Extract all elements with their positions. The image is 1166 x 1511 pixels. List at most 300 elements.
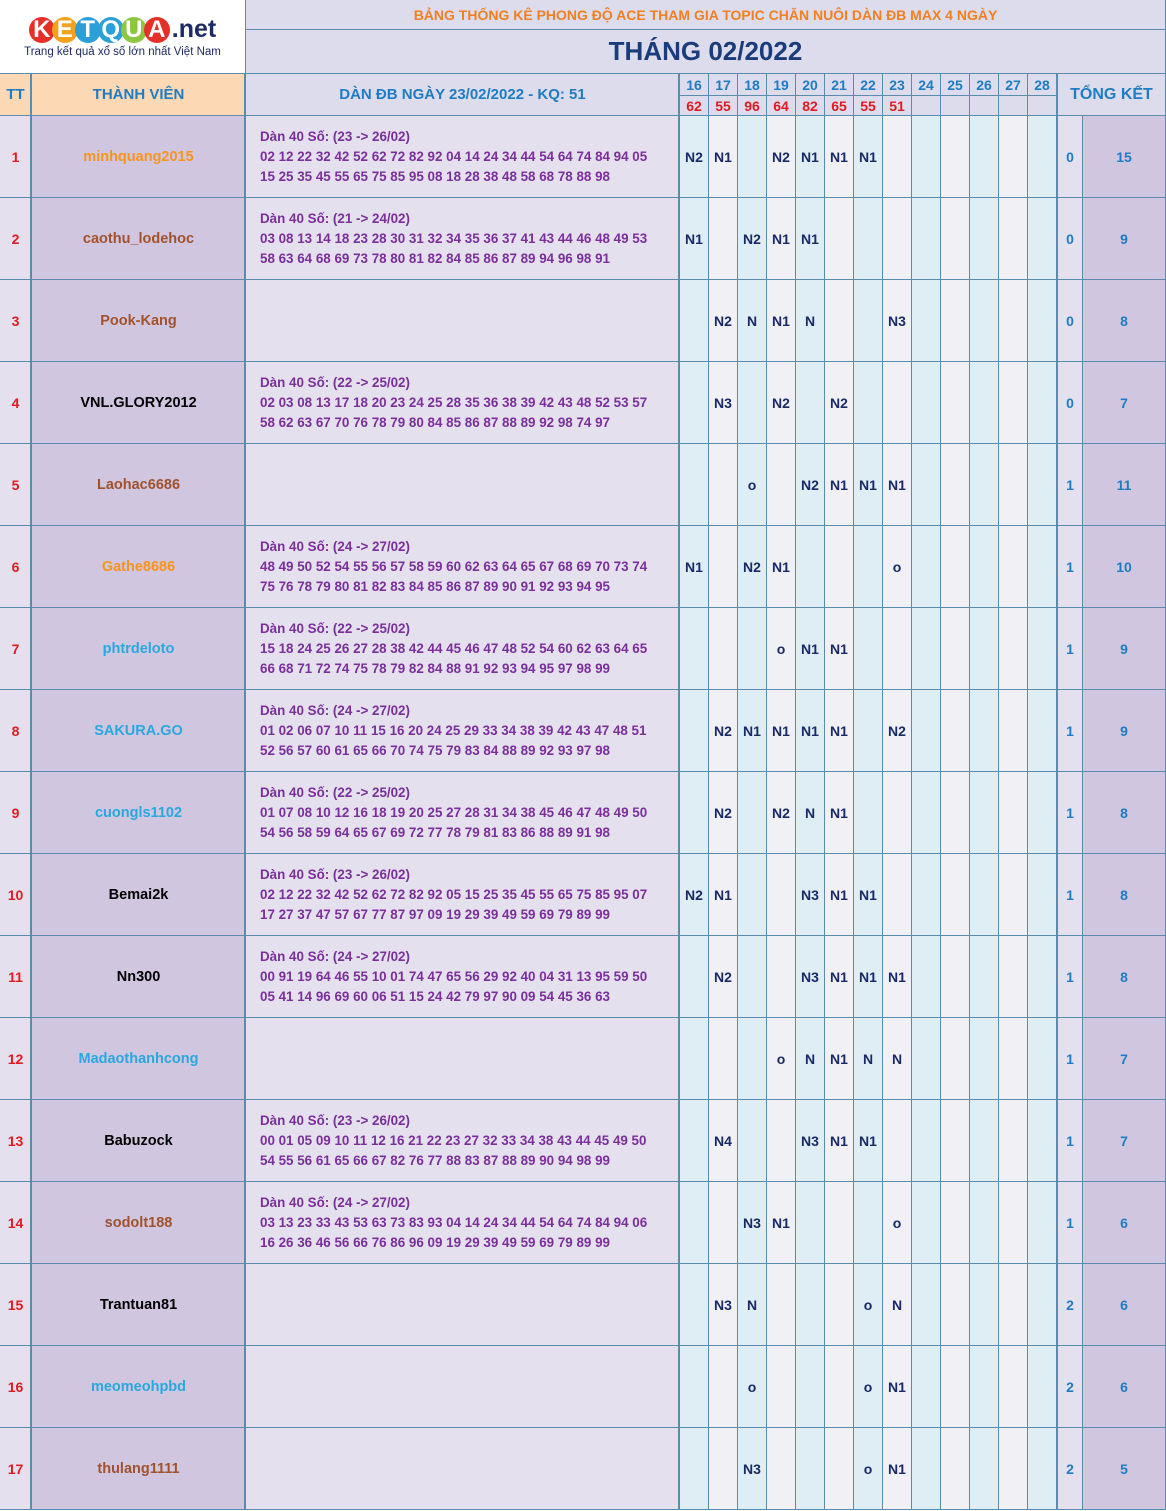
day-mark — [680, 280, 709, 362]
dan-numbers: 58 63 64 68 69 73 78 80 81 82 84 85 86 87 89 94 96 98 91 — [260, 250, 610, 266]
day-mark: N1 — [883, 444, 912, 526]
day-mark — [912, 608, 941, 690]
dan-numbers: 15 18 24 25 26 27 28 38 42 44 45 46 47 48 52 54 60 62 63 64 65 — [260, 640, 648, 656]
day-mark — [709, 1018, 738, 1100]
day-mark — [941, 1264, 970, 1346]
row-tt: 17 — [0, 1428, 32, 1510]
day-mark — [680, 1100, 709, 1182]
day-mark — [970, 854, 999, 936]
row-tt: 16 — [0, 1346, 32, 1428]
col-header-member: THÀNH VIÊN — [32, 74, 246, 116]
day-result — [1028, 96, 1057, 116]
day-result: 65 — [825, 96, 854, 116]
day-mark: N3 — [738, 1182, 767, 1264]
dan-numbers: 01 02 06 07 10 11 15 16 20 24 25 29 33 34 38 39 42 43 47 48 51 — [260, 722, 647, 738]
day-mark: N1 — [709, 116, 738, 198]
day-mark: N1 — [854, 936, 883, 1018]
day-mark: o — [883, 526, 912, 608]
day-mark — [970, 526, 999, 608]
day-mark: N2 — [709, 690, 738, 772]
day-mark: N1 — [883, 936, 912, 1018]
logo-letter: E — [52, 17, 78, 43]
col-header-tt: TT — [0, 74, 32, 116]
day-mark — [941, 608, 970, 690]
month-title: THÁNG 02/2022 — [246, 30, 1166, 74]
row-tt: 6 — [0, 526, 32, 608]
day-mark: N1 — [680, 198, 709, 280]
day-result — [912, 96, 941, 116]
dan-heading: Dàn 40 Số: (23 -> 26/02) — [260, 866, 410, 882]
member-dan — [246, 936, 680, 1018]
member-name: Nn300 — [32, 936, 246, 1018]
day-mark — [941, 362, 970, 444]
day-mark — [999, 280, 1028, 362]
day-header: 22 — [854, 74, 883, 96]
day-mark — [941, 444, 970, 526]
day-mark: N2 — [738, 526, 767, 608]
day-mark: N — [883, 1018, 912, 1100]
day-mark — [970, 362, 999, 444]
day-mark — [854, 526, 883, 608]
day-mark — [999, 1264, 1028, 1346]
day-mark: o — [854, 1346, 883, 1428]
member-name: cuongls1102 — [32, 772, 246, 854]
member-name: phtrdeloto — [32, 608, 246, 690]
day-mark: N1 — [854, 116, 883, 198]
total-misses: 0 — [1058, 280, 1083, 362]
day-mark — [1028, 936, 1057, 1018]
day-mark — [912, 1182, 941, 1264]
dan-numbers: 54 55 56 61 65 66 67 82 76 77 88 83 87 88 89 90 94 98 99 — [260, 1152, 610, 1168]
day-mark: N2 — [709, 772, 738, 854]
day-mark — [999, 936, 1028, 1018]
day-mark — [680, 362, 709, 444]
day-header: 27 — [999, 74, 1028, 96]
table-title: BẢNG THỐNG KÊ PHONG ĐỘ ACE THAM GIA TOPIC CHĂN NUÔI DÀN ĐB MAX 4 NGÀY — [246, 0, 1166, 30]
logo-suffix: .net — [171, 15, 217, 43]
day-header: 21 — [825, 74, 854, 96]
dan-numbers: 17 27 37 47 57 67 77 87 97 09 19 29 39 49 59 69 79 89 99 — [260, 906, 610, 922]
day-mark — [738, 936, 767, 1018]
row-tt: 8 — [0, 690, 32, 772]
day-mark — [854, 198, 883, 280]
day-mark — [854, 690, 883, 772]
day-mark: o — [883, 1182, 912, 1264]
day-mark — [1028, 1346, 1057, 1428]
day-mark: N2 — [738, 198, 767, 280]
col-header-dan: DÀN ĐB NGÀY 23/02/2022 - KQ: 51 — [246, 74, 680, 116]
day-mark: N2 — [825, 362, 854, 444]
member-name: VNL.GLORY2012 — [32, 362, 246, 444]
total-misses: 2 — [1058, 1264, 1083, 1346]
day-header: 20 — [796, 74, 825, 96]
day-mark — [709, 608, 738, 690]
total-misses: 1 — [1058, 526, 1083, 608]
dan-numbers: 66 68 71 72 74 75 78 79 82 84 88 91 92 93 94 95 97 98 99 — [260, 660, 610, 676]
day-mark: N2 — [767, 116, 796, 198]
dan-numbers: 05 41 14 96 69 60 06 51 15 24 42 79 97 90 09 54 45 36 63 — [260, 988, 610, 1004]
day-mark — [912, 198, 941, 280]
row-tt: 5 — [0, 444, 32, 526]
day-mark — [941, 280, 970, 362]
day-mark: N1 — [825, 690, 854, 772]
day-mark — [970, 936, 999, 1018]
day-mark — [738, 362, 767, 444]
day-mark: N2 — [796, 444, 825, 526]
dan-heading: Dàn 40 Số: (24 -> 27/02) — [260, 702, 410, 718]
dan-numbers: 03 08 13 14 18 23 28 30 31 32 34 35 36 37 41 43 44 46 48 49 53 — [260, 230, 648, 246]
day-mark: N1 — [825, 936, 854, 1018]
day-result — [999, 96, 1028, 116]
day-result: 82 — [796, 96, 825, 116]
day-mark — [883, 116, 912, 198]
logo-wordmark — [29, 15, 216, 44]
day-mark — [1028, 1182, 1057, 1264]
day-mark: N3 — [709, 1264, 738, 1346]
row-tt: 9 — [0, 772, 32, 854]
day-mark: N1 — [825, 854, 854, 936]
day-mark — [912, 936, 941, 1018]
row-tt: 4 — [0, 362, 32, 444]
day-mark — [912, 362, 941, 444]
day-mark: N1 — [825, 608, 854, 690]
day-mark: N1 — [854, 444, 883, 526]
day-header: 19 — [767, 74, 796, 96]
day-mark: N1 — [709, 854, 738, 936]
day-mark — [1028, 444, 1057, 526]
day-mark — [854, 1182, 883, 1264]
day-mark — [680, 1346, 709, 1428]
member-name: Madaothanhcong — [32, 1018, 246, 1100]
day-mark — [912, 690, 941, 772]
day-mark: N2 — [680, 116, 709, 198]
day-mark — [883, 1100, 912, 1182]
day-mark — [796, 1428, 825, 1510]
day-mark — [1028, 1428, 1057, 1510]
total-score: 8 — [1083, 280, 1166, 362]
day-mark — [1028, 362, 1057, 444]
member-name: sodolt188 — [32, 1182, 246, 1264]
day-mark: N1 — [883, 1428, 912, 1510]
day-mark — [883, 198, 912, 280]
total-score: 8 — [1083, 772, 1166, 854]
day-mark: o — [738, 1346, 767, 1428]
total-score: 5 — [1083, 1428, 1166, 1510]
day-mark: N — [796, 772, 825, 854]
day-mark — [883, 362, 912, 444]
member-dan — [246, 526, 680, 608]
day-mark: N3 — [796, 854, 825, 936]
day-mark — [883, 608, 912, 690]
day-mark — [999, 198, 1028, 280]
day-header: 28 — [1028, 74, 1057, 96]
day-mark — [854, 772, 883, 854]
member-name: minhquang2015 — [32, 116, 246, 198]
day-mark — [999, 690, 1028, 772]
day-mark — [767, 936, 796, 1018]
total-misses: 1 — [1058, 854, 1083, 936]
day-mark — [941, 690, 970, 772]
day-mark: N1 — [738, 690, 767, 772]
total-misses: 1 — [1058, 1100, 1083, 1182]
day-mark — [941, 1018, 970, 1100]
total-misses: 2 — [1058, 1428, 1083, 1510]
day-header: 25 — [941, 74, 970, 96]
day-mark: N1 — [854, 854, 883, 936]
member-dan — [246, 608, 680, 690]
total-score: 9 — [1083, 608, 1166, 690]
day-result — [941, 96, 970, 116]
day-mark — [912, 280, 941, 362]
day-mark — [1028, 1018, 1057, 1100]
day-mark: N2 — [767, 362, 796, 444]
row-tt: 3 — [0, 280, 32, 362]
day-mark — [738, 1100, 767, 1182]
day-mark: N1 — [825, 116, 854, 198]
day-mark: N2 — [709, 280, 738, 362]
dan-numbers: 15 25 35 45 55 65 75 85 95 08 18 28 38 48 58 68 78 88 98 — [260, 168, 610, 184]
total-misses: 2 — [1058, 1346, 1083, 1428]
logo-letter: K — [29, 17, 55, 43]
day-mark: N3 — [796, 1100, 825, 1182]
total-score: 7 — [1083, 1018, 1166, 1100]
day-mark — [738, 1018, 767, 1100]
member-dan — [246, 1182, 680, 1264]
day-mark — [825, 1346, 854, 1428]
day-mark — [999, 362, 1028, 444]
day-mark — [999, 1018, 1028, 1100]
day-mark — [999, 116, 1028, 198]
column-separator — [244, 74, 246, 1510]
dan-numbers: 02 12 22 32 42 52 62 72 82 92 04 14 24 34 44 54 64 74 84 94 05 — [260, 148, 648, 164]
member-name: Babuzock — [32, 1100, 246, 1182]
day-header: 24 — [912, 74, 941, 96]
day-header: 17 — [709, 74, 738, 96]
member-dan — [246, 362, 680, 444]
total-score: 8 — [1083, 936, 1166, 1018]
total-misses: 1 — [1058, 1182, 1083, 1264]
day-mark — [883, 772, 912, 854]
member-dan — [246, 1018, 680, 1100]
day-result: 55 — [854, 96, 883, 116]
day-mark — [796, 1264, 825, 1346]
dan-numbers: 52 56 57 60 61 65 66 70 74 75 79 83 84 88 89 92 93 97 98 — [260, 742, 610, 758]
day-mark — [738, 116, 767, 198]
day-mark: N3 — [796, 936, 825, 1018]
day-mark — [970, 198, 999, 280]
day-mark — [912, 1100, 941, 1182]
day-mark — [680, 772, 709, 854]
total-score: 15 — [1083, 116, 1166, 198]
dan-numbers: 48 49 50 52 54 55 56 57 58 59 60 62 63 64 65 67 68 69 70 73 74 — [260, 558, 648, 574]
member-name: Pook-Kang — [32, 280, 246, 362]
member-dan — [246, 116, 680, 198]
day-mark — [796, 1346, 825, 1428]
day-mark — [1028, 526, 1057, 608]
total-misses: 1 — [1058, 1018, 1083, 1100]
day-mark: o — [767, 1018, 796, 1100]
row-tt: 15 — [0, 1264, 32, 1346]
day-result: 64 — [767, 96, 796, 116]
member-name: Bemai2k — [32, 854, 246, 936]
member-name: Trantuan81 — [32, 1264, 246, 1346]
day-mark: N1 — [680, 526, 709, 608]
day-mark — [680, 1018, 709, 1100]
member-name: caothu_lodehoc — [32, 198, 246, 280]
day-mark — [738, 772, 767, 854]
row-tt: 14 — [0, 1182, 32, 1264]
day-mark: N — [854, 1018, 883, 1100]
day-mark — [738, 608, 767, 690]
member-dan — [246, 1264, 680, 1346]
day-mark: N1 — [825, 444, 854, 526]
dan-heading: Dàn 40 Số: (23 -> 26/02) — [260, 1112, 410, 1128]
total-misses: 1 — [1058, 608, 1083, 690]
row-tt: 12 — [0, 1018, 32, 1100]
logo-letter: U — [121, 17, 147, 43]
dan-heading: Dàn 40 Số: (22 -> 25/02) — [260, 374, 410, 390]
day-mark — [854, 362, 883, 444]
total-score: 6 — [1083, 1264, 1166, 1346]
logo — [0, 0, 246, 74]
day-mark: N1 — [767, 198, 796, 280]
day-mark — [825, 1264, 854, 1346]
day-result: 62 — [680, 96, 709, 116]
day-mark — [970, 116, 999, 198]
day-mark — [912, 1346, 941, 1428]
member-dan — [246, 280, 680, 362]
day-mark — [680, 608, 709, 690]
day-mark — [680, 936, 709, 1018]
total-misses: 0 — [1058, 362, 1083, 444]
day-mark: N1 — [854, 1100, 883, 1182]
day-mark: o — [854, 1264, 883, 1346]
day-mark — [970, 1182, 999, 1264]
dan-heading: Dàn 40 Số: (23 -> 26/02) — [260, 128, 410, 144]
day-mark: N1 — [767, 526, 796, 608]
total-score: 9 — [1083, 690, 1166, 772]
day-mark: N1 — [796, 690, 825, 772]
total-score: 10 — [1083, 526, 1166, 608]
total-misses: 1 — [1058, 444, 1083, 526]
day-mark — [1028, 280, 1057, 362]
day-mark — [854, 280, 883, 362]
dan-numbers: 03 13 23 33 43 53 63 73 83 93 04 14 24 34 44 54 64 74 84 94 06 — [260, 1214, 648, 1230]
day-mark — [970, 1428, 999, 1510]
dan-numbers: 58 62 63 67 70 76 78 79 80 84 85 86 87 88 89 92 98 74 97 — [260, 414, 610, 430]
member-name: Laohac6686 — [32, 444, 246, 526]
day-mark — [999, 1100, 1028, 1182]
member-dan — [246, 1428, 680, 1510]
total-score: 6 — [1083, 1182, 1166, 1264]
dan-numbers: 75 76 78 79 80 81 82 83 84 85 86 87 89 90 91 92 93 94 95 — [260, 578, 610, 594]
day-mark — [767, 1264, 796, 1346]
day-mark: N — [883, 1264, 912, 1346]
total-score: 7 — [1083, 362, 1166, 444]
day-mark — [1028, 854, 1057, 936]
total-score: 6 — [1083, 1346, 1166, 1428]
day-mark — [941, 116, 970, 198]
day-mark — [941, 1182, 970, 1264]
day-mark — [680, 1428, 709, 1510]
total-score: 11 — [1083, 444, 1166, 526]
day-mark — [767, 444, 796, 526]
day-result: 51 — [883, 96, 912, 116]
dan-numbers: 01 07 08 10 12 16 18 19 20 25 27 28 31 34 38 45 46 47 48 49 50 — [260, 804, 648, 820]
day-mark — [796, 362, 825, 444]
day-mark — [680, 444, 709, 526]
day-mark — [912, 854, 941, 936]
day-header: 26 — [970, 74, 999, 96]
day-mark — [941, 1428, 970, 1510]
dan-numbers: 16 26 36 46 56 66 76 86 96 09 19 29 39 49 59 69 79 89 99 — [260, 1234, 610, 1250]
dan-numbers: 02 12 22 32 42 52 62 72 82 92 05 15 25 35 45 55 65 75 85 95 07 — [260, 886, 648, 902]
member-dan — [246, 198, 680, 280]
day-mark — [1028, 198, 1057, 280]
dan-numbers: 00 91 19 64 46 55 10 01 74 47 65 56 29 92 40 04 31 13 95 59 50 — [260, 968, 648, 984]
day-mark — [970, 444, 999, 526]
member-dan — [246, 1346, 680, 1428]
total-misses: 1 — [1058, 772, 1083, 854]
row-tt: 13 — [0, 1100, 32, 1182]
member-dan — [246, 1100, 680, 1182]
day-mark: N1 — [825, 1100, 854, 1182]
member-dan — [246, 772, 680, 854]
day-mark: N2 — [709, 936, 738, 1018]
day-mark: N1 — [767, 280, 796, 362]
day-mark: N — [796, 280, 825, 362]
day-mark: o — [738, 444, 767, 526]
logo-tagline: Trang kết quả xổ số lớn nhất Việt Nam — [24, 46, 221, 58]
day-mark — [999, 526, 1028, 608]
day-mark — [970, 772, 999, 854]
day-mark — [912, 1018, 941, 1100]
total-misses: 0 — [1058, 116, 1083, 198]
day-mark — [999, 772, 1028, 854]
day-mark: N3 — [709, 362, 738, 444]
total-misses: 0 — [1058, 198, 1083, 280]
day-mark: N1 — [767, 690, 796, 772]
day-mark: o — [854, 1428, 883, 1510]
day-mark: N1 — [825, 772, 854, 854]
day-mark — [941, 772, 970, 854]
day-mark — [999, 854, 1028, 936]
day-mark — [970, 1018, 999, 1100]
day-mark — [999, 1346, 1028, 1428]
row-tt: 2 — [0, 198, 32, 280]
day-mark — [825, 1428, 854, 1510]
day-mark — [941, 854, 970, 936]
day-mark — [767, 854, 796, 936]
row-tt: 11 — [0, 936, 32, 1018]
day-mark: N1 — [796, 116, 825, 198]
logo-letter: T — [75, 17, 101, 43]
dan-heading: Dàn 40 Số: (22 -> 25/02) — [260, 784, 410, 800]
day-header: 18 — [738, 74, 767, 96]
total-score: 8 — [1083, 854, 1166, 936]
total-misses: 1 — [1058, 936, 1083, 1018]
day-mark — [1028, 608, 1057, 690]
dan-heading: Dàn 40 Số: (21 -> 24/02) — [260, 210, 410, 226]
day-mark — [767, 1346, 796, 1428]
dan-heading: Dàn 40 Số: (24 -> 27/02) — [260, 1194, 410, 1210]
day-mark: o — [767, 608, 796, 690]
day-header: 16 — [680, 74, 709, 96]
day-mark: N2 — [680, 854, 709, 936]
day-mark: N — [738, 280, 767, 362]
day-mark: N2 — [767, 772, 796, 854]
day-mark — [738, 854, 767, 936]
